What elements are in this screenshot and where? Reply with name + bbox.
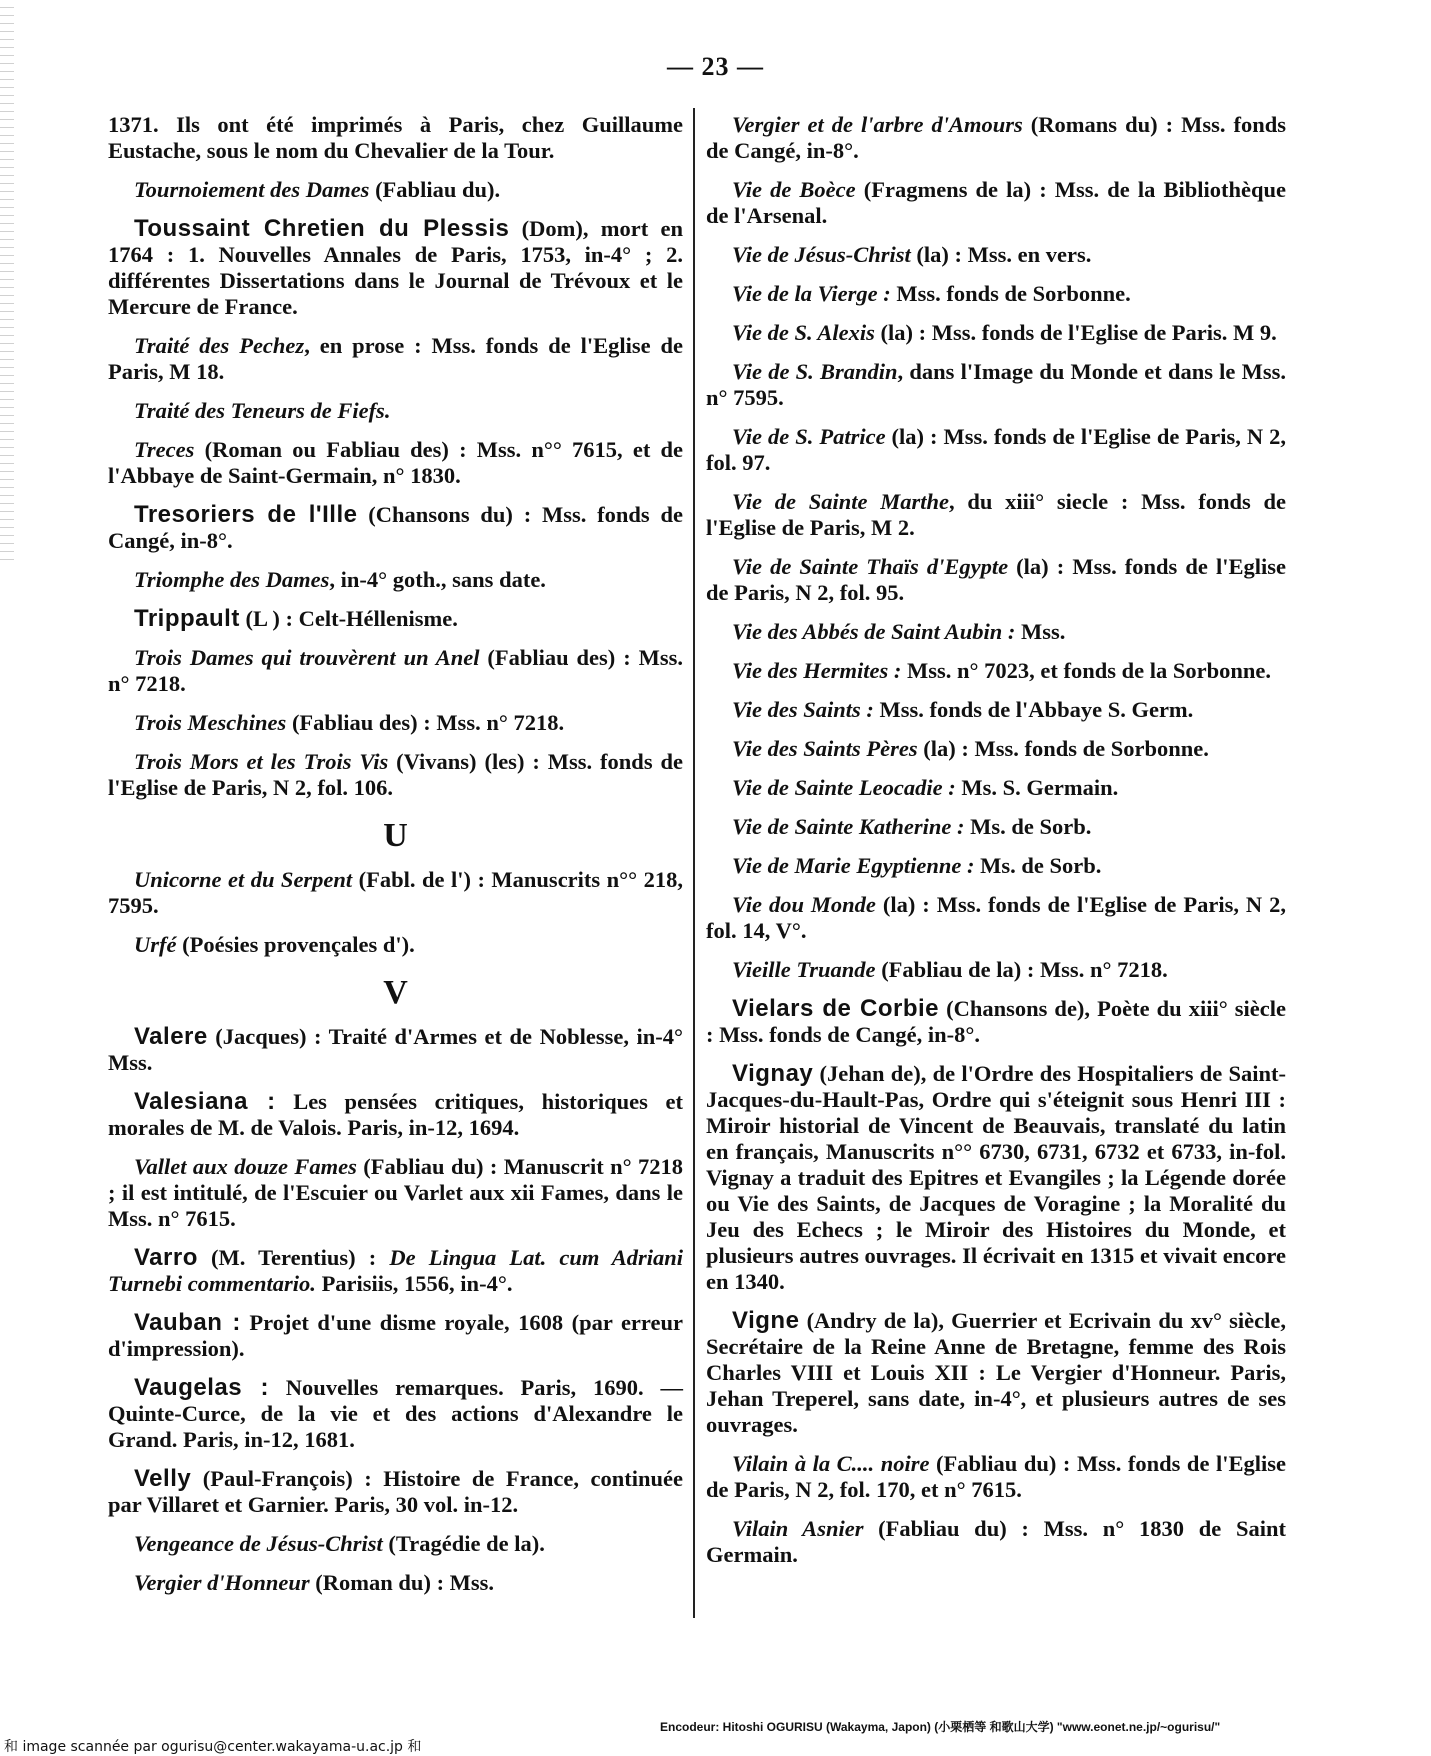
bibliography-entry	[706, 697, 1286, 723]
scan-note: 和 image scannée par ogurisu@center.wakayama-u.ac.jp 和	[4, 1739, 422, 1755]
entry-title: Urfé	[134, 932, 177, 957]
entry-text: (la) : Mss. fonds de Sorbonne.	[917, 736, 1209, 761]
bibliography-entry	[108, 1154, 683, 1232]
entry-text: (Jehan de), de l'Ordre des Hospitaliers de Saint-Jacques-du-Hault-Pas, Ordre qui s'éteignit sous Henri III : Miroir historial de Vincent de Beauvais, translaté du latin en français, Manuscrits n°° 6730, 6731, 6732 et 6733, in-fol. Vignay a traduit des Epitres et Evangiles ; la Légende dorée ou Vie des Saints, de Jacques de Voragine ; la Moralité du Jeu des Echecs ; le Miroir des Histoires du Monde, et plusieurs autres ouvrages. Il écrivait en 1315 et vivait encore en 1340.	[706, 1061, 1286, 1294]
entry-text: (Fabl. de l') : Manuscrits n°° 218, 7595.	[108, 867, 683, 918]
entry-text: (Chansons du) : Mss. fonds de Cangé, in-8°.	[108, 502, 683, 553]
entry-title: Vieille Truande	[732, 957, 876, 982]
entry-author: Valesiana :	[134, 1088, 276, 1115]
bibliography-entry	[706, 359, 1286, 411]
bibliography-entry	[108, 867, 683, 919]
entry-title: Vie de Marie Egyptienne :	[732, 853, 975, 878]
entry-title: Trois Mors et les Trois Vis	[134, 749, 389, 774]
entry-author: Velly	[134, 1465, 192, 1492]
bibliography-entry	[706, 1061, 1286, 1295]
entry-text: (Tragédie de la).	[382, 1531, 545, 1556]
entry-text: (la) : Mss. fonds de l'Eglise de Paris. M 9.	[874, 320, 1277, 345]
entry-title: Unicorne et du Serpent	[134, 867, 353, 892]
entry-title: Vengeance de Jésus-Christ	[134, 1531, 383, 1556]
bibliography-entry	[108, 1024, 683, 1076]
bibliography-entry	[108, 112, 683, 164]
entry-text: Mss.	[1015, 619, 1066, 644]
bibliography-entry	[706, 177, 1286, 229]
entry-text: (Fabliau des) : Mss. n° 7218.	[108, 645, 683, 696]
bibliography-entry	[706, 424, 1286, 476]
entry-text: (Fragmens de la) : Mss. de la Bibliothèque de l'Arsenal.	[706, 177, 1286, 228]
bibliography-entry	[108, 1531, 683, 1557]
entry-text: , in-4° goth., sans date.	[329, 567, 546, 592]
entry-text: , en prose : Mss. fonds de l'Eglise de Paris, M 18.	[108, 333, 684, 384]
entry-text: (Chansons de), Poète du xiii° siècle : Mss. fonds de Cangé, in-8°.	[706, 996, 1286, 1047]
entry-author: Vielars de Corbie	[732, 995, 940, 1022]
bibliography-entry	[108, 1245, 683, 1297]
entry-title: Vie de la Vierge :	[732, 281, 891, 306]
entry-title: Vie de Sainte Leocadie :	[732, 775, 956, 800]
entry-text: (Roman ou Fabliau des) : Mss. n°° 7615, et de l'Abbaye de Saint-Germain, n° 1830.	[108, 437, 683, 488]
entry-author: Vauban :	[134, 1309, 241, 1336]
entry-title: Vie de Sainte Katherine :	[732, 814, 965, 839]
entry-author: Tresoriers de l'Ille	[134, 501, 358, 528]
entry-title: Vie des Hermites :	[732, 658, 902, 683]
bibliography-entry	[108, 333, 683, 385]
entry-text: (Fabliau du) : Manuscrit n° 7218 ; il est intitulé, de l'Escuier ou Varlet aux xii Fames, dans le Mss. n° 7615.	[108, 1154, 683, 1231]
bibliography-entry	[706, 892, 1286, 944]
entry-title: Vilain à la C.... noire	[732, 1451, 930, 1476]
entry-text: (Dom), mort en 1764 : 1. Nouvelles Annales de Paris, 1753, in-4° ; 2. différentes Dissertations dans le Journal de Trévoux et le Mercure de France.	[108, 216, 684, 319]
entry-author: Toussaint Chretien du Plessis	[134, 215, 510, 242]
bibliography-entry	[108, 567, 683, 593]
entry-title: Vie de S. Alexis	[732, 320, 875, 345]
left-column	[108, 112, 683, 1609]
entry-text: Ms. S. Germain.	[955, 775, 1119, 800]
bibliography-entry	[706, 996, 1286, 1048]
bibliography-entry	[706, 957, 1286, 983]
entry-title: Vallet aux douze Fames	[134, 1154, 357, 1179]
entry-text: Ms. de Sorb.	[974, 853, 1102, 878]
bibliography-entry	[108, 1089, 683, 1141]
entry-text: (Fabliau du) : Mss. fonds de l'Eglise de Paris, N 2, fol. 170, et n° 7615.	[706, 1451, 1286, 1502]
section-letter: V	[383, 974, 408, 1011]
entry-author: Trippault	[134, 605, 240, 632]
bibliography-entry	[108, 1375, 683, 1453]
entry-author: Varro	[134, 1244, 198, 1271]
entry-title: Traité des Teneurs de Fiefs.	[134, 398, 391, 423]
bibliography-entry	[706, 736, 1286, 762]
right-column	[706, 112, 1286, 1581]
entry-title: Vie des Saints :	[732, 697, 874, 722]
entry-text: Mss. n° 7023, et fonds de la Sorbonne.	[901, 658, 1272, 683]
entry-text: (Poésies provençales d').	[176, 932, 415, 957]
entry-text: (la) : Mss. fonds de l'Eglise de Paris, N 2, fol. 95.	[706, 554, 1286, 605]
bibliography-entry	[706, 1516, 1286, 1568]
entry-author: Valere	[134, 1023, 208, 1050]
bibliography-entry	[706, 814, 1286, 840]
bibliography-entry	[108, 1570, 683, 1596]
entry-title: Vie de Jésus-Christ	[732, 242, 911, 267]
entry-text: 1371. Ils ont été imprimés à Paris, chez Guillaume Eustache, sous le nom du Chevalier de la Tour.	[108, 112, 683, 163]
entry-title: Triomphe des Dames	[134, 567, 330, 592]
entry-text: Les pensées critiques, historiques et morales de M. de Valois. Paris, in-12, 1694.	[108, 1089, 683, 1140]
bibliography-entry	[706, 1308, 1286, 1438]
entry-text: , du xiii° siecle : Mss. fonds de l'Eglise de Paris, M 2.	[706, 489, 1286, 540]
entry-text: (la) : Mss. fonds de l'Eglise de Paris, N 2, fol. 14, V°.	[706, 892, 1286, 943]
bibliography-entry	[108, 437, 683, 489]
entry-text: (Paul-François) : Histoire de France, continuée par Villaret et Garnier. Paris, 30 vol. in-12.	[108, 1466, 683, 1517]
bibliography-entry	[108, 502, 683, 554]
bibliography-entry	[706, 1451, 1286, 1503]
entry-title: Vilain Asnier	[732, 1516, 864, 1541]
entry-text: (Roman du) : Mss.	[309, 1570, 495, 1595]
scan-edge-artifact	[0, 0, 14, 560]
entry-title: Treces	[134, 437, 195, 462]
entry-text: Nouvelles remarques. Paris, 1690. — Quinte-Curce, de la vie et des actions d'Alexandre le Grand. Paris, in-12, 1681.	[108, 1375, 683, 1452]
bibliography-entry	[108, 749, 683, 801]
bibliography-entry	[108, 398, 683, 424]
bibliography-entry	[706, 619, 1286, 645]
bibliography-entry	[706, 489, 1286, 541]
entry-title: Vie de Sainte Thaïs d'Egypte	[732, 554, 1009, 579]
bibliography-entry	[706, 554, 1286, 606]
bibliography-entry	[108, 216, 683, 320]
entry-text: (Fabliau du) : Mss. n° 1830 de Saint Germain.	[706, 1516, 1286, 1567]
entry-text: (Andry de la), Guerrier et Ecrivain du xv° siècle, Secrétaire de la Reine Anne de Bretagne, femme des Rois Charles VIII et Louis XII : Le Vergier d'Honneur. Paris, Jehan Treperel, sans date, in-4°, et plusieurs autres de ses ouvrages.	[706, 1308, 1286, 1437]
entry-text: Parisiis, 1556, in-4°.	[315, 1271, 513, 1296]
entry-title: Vie de Boèce	[732, 177, 856, 202]
bibliography-entry	[108, 932, 683, 958]
column-divider	[693, 108, 695, 1618]
entry-title: Vergier d'Honneur	[134, 1570, 310, 1595]
bibliography-entry	[108, 710, 683, 736]
bibliography-entry	[108, 177, 683, 203]
bibliography-entry	[108, 1466, 683, 1518]
entry-text: (Fabliau de la) : Mss. n° 7218.	[875, 957, 1168, 982]
bibliography-entry	[706, 281, 1286, 307]
entry-text: (M. Terentius) :	[197, 1245, 390, 1270]
encoder-credit: Encodeur: Hitoshi OGURISU (Wakayma, Japon) (小栗栖等 和歌山大学) "www.eonet.ne.jp/~ogurisu/"	[660, 1720, 1221, 1734]
bibliography-entry	[706, 775, 1286, 801]
entry-text: Mss. fonds de l'Abbaye S. Germ.	[873, 697, 1194, 722]
entry-text: (Fabliau des) : Mss. n° 7218.	[286, 710, 565, 735]
entry-title: Vie de S. Brandin	[732, 359, 898, 384]
bibliography-entry	[706, 658, 1286, 684]
bibliography-entry	[706, 320, 1286, 346]
entry-author: Vigne	[732, 1307, 800, 1334]
entry-title: Vie de Sainte Marthe	[732, 489, 950, 514]
entry-text: (Romans du) : Mss. fonds de Cangé, in-8°.	[706, 112, 1286, 163]
entry-title: Traité des Pechez	[134, 333, 305, 358]
entry-text: Mss. fonds de Sorbonne.	[890, 281, 1131, 306]
entry-title: Trois Meschines	[134, 710, 287, 735]
entry-text: (la) : Mss. en vers.	[910, 242, 1092, 267]
entry-text: (Fabliau du).	[369, 177, 501, 202]
entry-title: Tournoiement des Dames	[134, 177, 370, 202]
entry-title: Vie des Saints Pères	[732, 736, 918, 761]
section-letter: U	[383, 817, 408, 854]
page-number: — 23 —	[667, 52, 764, 81]
bibliography-entry	[706, 242, 1286, 268]
entry-text: (Vivans) (les) : Mss. fonds de l'Eglise de Paris, N 2, fol. 106.	[108, 749, 683, 800]
entry-text: , dans l'Image du Monde et dans le Mss. n° 7595.	[706, 359, 1287, 410]
bibliography-entry	[108, 606, 683, 632]
entry-title: Vergier et de l'arbre d'Amours	[732, 112, 1023, 137]
entry-text: Projet d'une disme royale, 1608 (par erreur d'impression).	[108, 1310, 683, 1361]
entry-text: (la) : Mss. fonds de l'Eglise de Paris, N 2, fol. 97.	[706, 424, 1287, 475]
entry-title: De Lingua Lat. cum Adriani Turnebi commentario.	[108, 1245, 683, 1296]
bibliography-entry	[108, 645, 683, 697]
bibliography-entry	[706, 112, 1286, 164]
bibliography-entry	[706, 853, 1286, 879]
entry-author: Vignay	[732, 1060, 814, 1087]
entry-title: Vie dou Monde	[732, 892, 876, 917]
entry-title: Vie des Abbés de Saint Aubin :	[732, 619, 1016, 644]
entry-author: Vaugelas :	[134, 1374, 269, 1401]
entry-title: Trois Dames qui trouvèrent un Anel	[134, 645, 480, 670]
entry-text: (L ) : Celt-Héllenisme.	[239, 606, 458, 631]
entry-text: (Jacques) : Traité d'Armes et de Noblesse, in-4° Mss.	[108, 1024, 683, 1075]
bibliography-entry	[108, 1310, 683, 1362]
entry-title: Vie de S. Patrice	[732, 424, 886, 449]
entry-text: Ms. de Sorb.	[964, 814, 1092, 839]
